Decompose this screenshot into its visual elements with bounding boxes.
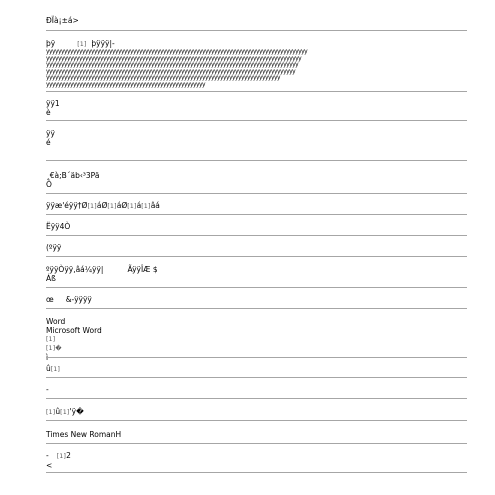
marker-line	[46, 364, 467, 374]
divider	[46, 472, 467, 473]
block-text: 2	[66, 451, 71, 460]
divider	[46, 160, 467, 161]
marker-text: [1]�	[46, 345, 62, 352]
marker-text: [1]	[60, 409, 70, 416]
divider	[46, 443, 467, 444]
block-line: Ô	[46, 180, 52, 189]
filler-row: ÿÿÿÿÿÿÿÿÿÿÿÿÿÿÿÿÿÿÿÿÿÿÿÿÿÿÿÿÿÿÿÿÿÿÿÿÿÿÿÿÿÿÿÿÿÿÿÿÿÿÿÿÿÿÿÿÿÿÿÿÿÿÿÿÿÿÿÿÿÿÿÿÿÿÿÿÿÿ	[46, 75, 281, 81]
marker-text: [1]	[46, 409, 56, 416]
block-line: ÿÿ	[46, 129, 55, 138]
block-text: ºÿÿÒÿÿ,âá¼ÿÿ|	[46, 265, 104, 274]
block-text: (ºÿÿ	[46, 243, 62, 252]
marker-line	[46, 407, 467, 417]
app-full-name: Microsoft Word	[46, 326, 102, 335]
application-info-block	[46, 317, 467, 362]
header-text: ÐÏà¡±á>	[46, 16, 79, 25]
divider	[46, 193, 467, 194]
block-text: 'ÿ�	[69, 407, 84, 416]
divider	[46, 120, 467, 121]
divider	[46, 398, 467, 399]
app-name: Word	[46, 317, 66, 326]
divider	[46, 30, 467, 31]
marker-text: [1]	[127, 203, 137, 210]
filler-glyph-block	[46, 49, 467, 88]
block-text: áØ	[116, 201, 128, 210]
marker-text: [1]	[56, 453, 67, 460]
text-block	[46, 295, 467, 304]
block-text: áØ	[96, 201, 108, 210]
marker-text: [1]	[107, 203, 117, 210]
block-text: œ	[46, 295, 54, 304]
binary-block-heading	[46, 39, 467, 49]
marker-text: [1]	[87, 203, 97, 210]
divider	[46, 308, 467, 309]
text-block	[46, 99, 467, 117]
block-text: þÿÿÿ|-	[89, 39, 115, 48]
text-block	[46, 243, 467, 252]
marker-line	[46, 201, 467, 211]
block-line: Áß	[46, 274, 56, 283]
block-text: &-ÿÿÿÿ	[65, 295, 92, 304]
block-line: ¸€à;B´äb‹³3Pä	[46, 171, 100, 180]
text-block	[46, 385, 467, 394]
block-line: ÿÿ1	[46, 99, 60, 108]
text-block	[46, 451, 467, 470]
marker-text: [1]	[77, 41, 87, 48]
font-name-text: Times New RomanH	[46, 430, 122, 439]
marker-text: [1]	[141, 203, 151, 210]
divider	[46, 377, 467, 378]
block-text: á	[136, 201, 142, 210]
filler-row: ÿÿÿÿÿÿÿÿÿÿÿÿÿÿÿÿÿÿÿÿÿÿÿÿÿÿÿÿÿÿÿÿÿÿÿÿÿÿÿÿÿÿÿÿÿÿÿÿÿÿÿÿÿÿÿÿÿÿÿÿÿÿÿÿÿÿÿÿÿÿÿÿÿÿÿÿÿÿÿÿÿÿÿÿÿ	[46, 55, 302, 62]
filler-row: ÿÿÿÿÿÿÿÿÿÿÿÿÿÿÿÿÿÿÿÿÿÿÿÿÿÿÿÿÿÿÿÿÿÿÿÿÿÿÿÿÿÿÿÿÿÿÿÿÿÿÿÿÿ	[46, 81, 206, 88]
marker-text: [1]	[50, 366, 61, 373]
divider	[46, 287, 467, 288]
text-block	[46, 265, 467, 283]
filler-row: ÿÿÿÿÿÿÿÿÿÿÿÿÿÿÿÿÿÿÿÿÿÿÿÿÿÿÿÿÿÿÿÿÿÿÿÿÿÿÿÿÿÿÿÿÿÿÿÿÿÿÿÿÿÿÿÿÿÿÿÿÿÿÿÿÿÿÿÿÿÿÿÿÿÿÿÿÿÿÿÿÿÿÿ	[46, 68, 296, 75]
block-line: è	[46, 108, 51, 117]
block-text: -	[46, 385, 49, 394]
block-text: âá	[150, 201, 160, 210]
text-block	[46, 171, 467, 189]
marker-text: [1]	[46, 336, 56, 343]
filler-row: ÿÿÿÿÿÿÿÿÿÿÿÿÿÿÿÿÿÿÿÿÿÿÿÿÿÿÿÿÿÿÿÿÿÿÿÿÿÿÿÿÿÿÿÿÿÿÿÿÿÿÿÿÿÿÿÿÿÿÿÿÿÿÿÿÿÿÿÿÿÿÿÿÿÿÿÿÿÿÿÿÿÿÿÿÿÿÿ	[46, 49, 308, 55]
divider	[46, 256, 467, 257]
block-line: é	[46, 138, 51, 147]
divider	[46, 235, 467, 236]
font-name-line	[46, 430, 467, 439]
block-text: û	[55, 407, 61, 416]
divider	[46, 91, 467, 92]
divider	[46, 214, 467, 215]
block-text: ÿÿæ'éÿÿ†Ø	[46, 201, 88, 210]
divider	[46, 420, 467, 421]
header-line	[46, 16, 467, 25]
filler-row: ÿÿÿÿÿÿÿÿÿÿÿÿÿÿÿÿÿÿÿÿÿÿÿÿÿÿÿÿÿÿÿÿÿÿÿÿÿÿÿÿÿÿÿÿÿÿÿÿÿÿÿÿÿÿÿÿÿÿÿÿÿÿÿÿÿÿÿÿÿÿÿÿÿÿÿÿÿÿÿÿÿÿÿÿ	[46, 62, 299, 68]
text-block	[46, 222, 467, 231]
divider	[46, 357, 467, 358]
block-text: û	[46, 364, 51, 373]
block-text: ÃÿÿÎÆ $	[127, 265, 158, 274]
block-line: ì	[46, 353, 49, 362]
text-block	[46, 129, 467, 147]
block-text: -	[46, 451, 49, 460]
block-text: Ëÿÿ4Ò	[46, 222, 71, 231]
block-line: <	[46, 461, 53, 470]
block-text: þÿ	[46, 39, 56, 48]
